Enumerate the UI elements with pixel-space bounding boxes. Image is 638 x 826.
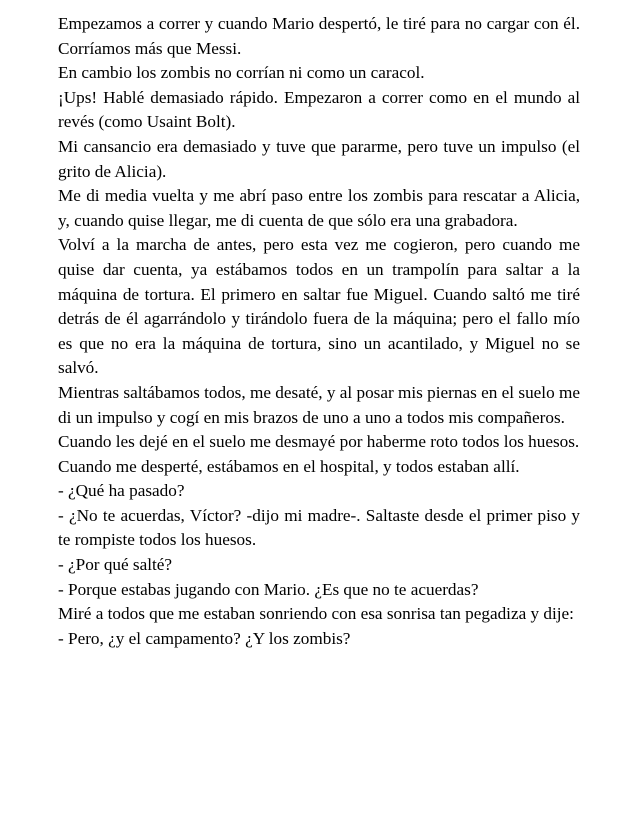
dialogue-line: - ¿Por qué salté? <box>58 555 173 575</box>
paragraph: Mientras saltábamos todos, me desaté, y al posar mis piernas en el suelo me di un impulso y cogí en mis brazos de uno a uno a todos mis compañeros. <box>58 382 580 427</box>
paragraph: Miré a todos que me estaban sonriendo con esa sonrisa tan pegadiza y dije: <box>58 604 574 624</box>
paragraph: ¡Ups! Hablé demasiado rápido. Empezaron a correr como en el mundo al revés (como Usaint Bolt). <box>58 87 580 132</box>
paragraph: Cuando me desperté, estábamos en el hospital, y todos estaban allí. <box>58 456 520 476</box>
paragraph: Me di media vuelta y me abrí paso entre los zombis para rescatar a Alicia, y, cuando quise llegar, me di cuenta de que sólo era una grabadora. <box>58 186 580 230</box>
paragraph: Mi cansancio era demasiado y tuve que pararme, pero tuve un impulso (el grito de Alicia). <box>58 136 580 181</box>
paragraph: Empezamos a correr y cuando Mario despertó, le tiré para no cargar con él. Corríamos más que Messi. <box>58 14 580 58</box>
paragraph: En cambio los zombis no corrían ni como un caracol. <box>58 63 425 83</box>
dialogue-line: - ¿No te acuerdas, Víctor? -dijo mi madre-. Saltaste desde el primer piso y te rompiste todos los huesos. <box>58 505 580 550</box>
dialogue-line: - Pero, ¿y el campamento? ¿Y los zombis? <box>58 628 351 648</box>
document-page <box>58 12 580 651</box>
dialogue-line: - ¿Qué ha pasado? <box>58 481 185 501</box>
dialogue-line: - Porque estabas jugando con Mario. ¿Es que no te acuerdas? <box>58 579 479 599</box>
paragraph: Volví a la marcha de antes, pero esta vez me cogieron, pero cuando me quise dar cuenta, ya estábamos todos en un trampolín para saltar a la máquina de tortura. El primero en saltar fue Miguel. Cuando saltó me tiré detrás de él agarrándolo y tirándolo fuera de la máquina; pero el fallo mío es que no era la máquina de tortura, sino un acantilado, y Miguel no se salvó. <box>58 235 580 378</box>
paragraph: Cuando les dejé en el suelo me desmayé por haberme roto todos los huesos. <box>58 432 580 452</box>
